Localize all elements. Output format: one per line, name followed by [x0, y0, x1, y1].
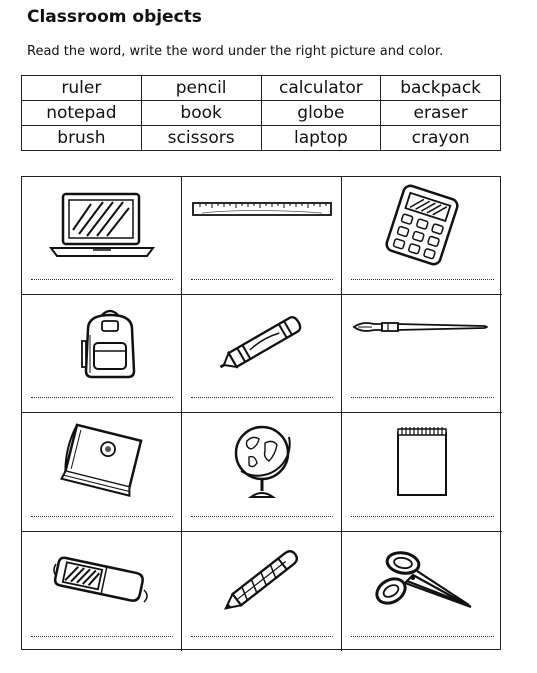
calculator-icon [384, 187, 460, 263]
word-cell: notepad [22, 101, 142, 126]
answer-line[interactable] [31, 516, 173, 517]
answer-line[interactable] [191, 636, 333, 637]
picture-cell [22, 177, 182, 295]
picture-grid [21, 176, 501, 650]
picture-cell [182, 413, 342, 532]
word-bank-row [22, 76, 501, 101]
backpack-icon [78, 307, 142, 379]
answer-line[interactable] [31, 636, 173, 637]
word-bank-table [21, 75, 501, 151]
answer-line[interactable] [191, 279, 333, 280]
picture-cell [342, 413, 502, 532]
answer-line[interactable] [31, 397, 173, 398]
answer-line[interactable] [351, 516, 494, 517]
pencil-icon [212, 545, 312, 615]
word-cell: brush [22, 126, 142, 151]
picture-cell [342, 177, 502, 295]
answer-line[interactable] [191, 516, 333, 517]
answer-line[interactable] [351, 636, 494, 637]
instructions: Read the word, write the word under the right picture and color. [27, 44, 444, 59]
picture-cell [182, 532, 342, 651]
eraser-icon [52, 550, 152, 610]
answer-line[interactable] [351, 397, 494, 398]
word-cell: backpack [381, 76, 501, 101]
word-cell: pencil [141, 76, 261, 101]
notepad-icon [394, 425, 450, 497]
word-cell: globe [261, 101, 381, 126]
answer-line[interactable] [351, 279, 494, 280]
picture-cell [182, 295, 342, 413]
picture-cell [22, 413, 182, 532]
answer-line[interactable] [31, 279, 173, 280]
laptop-icon [47, 190, 157, 260]
scissors-icon [367, 545, 477, 615]
worksheet-title: Classroom objects [27, 7, 202, 27]
book-icon [57, 426, 147, 496]
picture-cell [342, 532, 502, 651]
picture-cell [342, 295, 502, 413]
answer-line[interactable] [191, 397, 333, 398]
paintbrush-icon [352, 317, 492, 337]
crayon-icon [212, 313, 312, 373]
picture-cell [22, 295, 182, 413]
word-cell: scissors [141, 126, 261, 151]
word-bank-row [22, 101, 501, 126]
ruler-icon [192, 201, 332, 217]
word-cell: crayon [381, 126, 501, 151]
picture-cell [182, 177, 342, 295]
word-cell: laptop [261, 126, 381, 151]
word-cell: calculator [261, 76, 381, 101]
word-cell: book [141, 101, 261, 126]
word-cell: ruler [22, 76, 142, 101]
word-bank-row [22, 126, 501, 151]
word-cell: eraser [381, 101, 501, 126]
globe-icon [227, 421, 297, 501]
picture-cell [22, 532, 182, 651]
